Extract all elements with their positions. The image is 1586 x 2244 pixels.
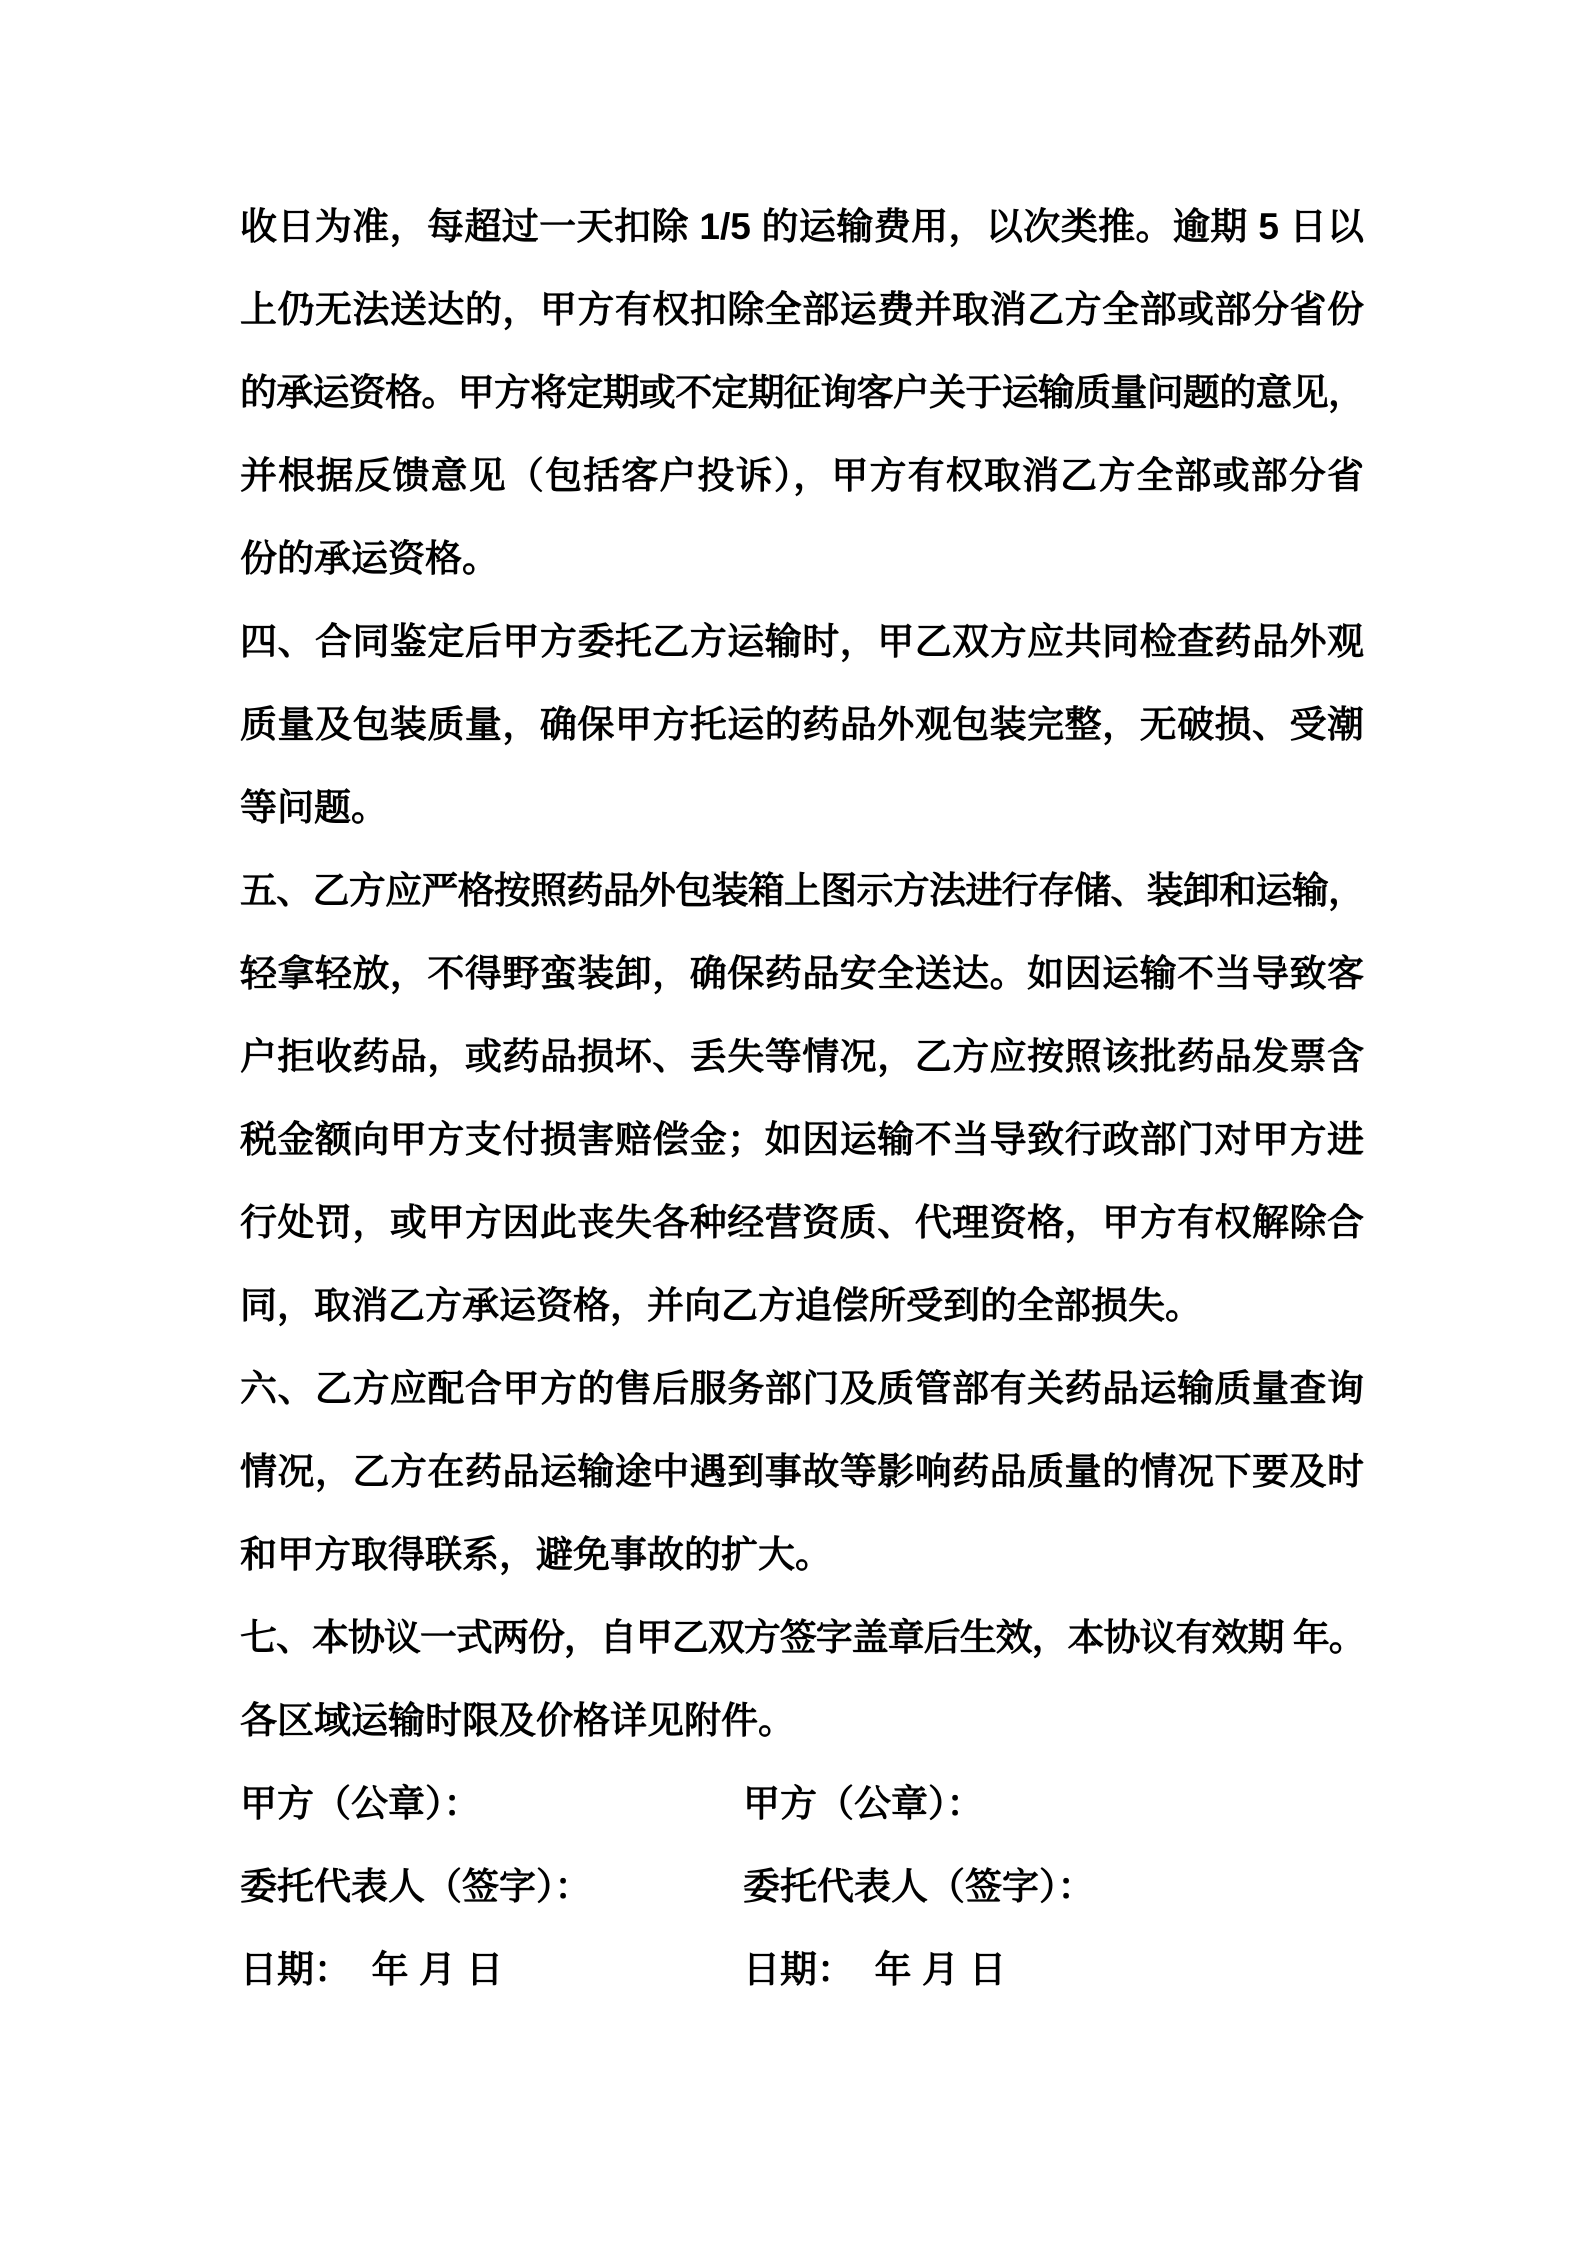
contract-line: 情况，乙方在药品运输途中遇到事故等影响药品质量的情况下要及时 [240, 1451, 1364, 1492]
party-a-seal-label-right: 甲方（公章）： [743, 1783, 984, 1824]
contract-text-block [240, 185, 1364, 2011]
signature-row-date [240, 1928, 1364, 2011]
contract-line: 收日为准，每超过一天扣除 1/5 的运输费用，以次类推。逾期 5 日以 [240, 206, 1364, 247]
contract-clause-6-line: 六、乙方应配合甲方的售后服务部门及质管部有关药品运输质量查询 [240, 1368, 1364, 1409]
contract-line: 各区域运输时限及价格详见附件。 [240, 1700, 795, 1741]
contract-line: 质量及包装质量，确保甲方托运的药品外观包装完整，无破损、受潮 [240, 704, 1364, 745]
representative-sign-label-left: 委托代表人（签字）： [240, 1866, 592, 1907]
contract-line: 上仍无法送达的，甲方有权扣除全部运费并取消乙方全部或部分省份 [240, 289, 1364, 330]
contract-line: 轻拿轻放，不得野蛮装卸，确保药品安全送达。如因运输不当导致客 [240, 953, 1364, 994]
signature-row-representative [240, 1845, 1364, 1928]
contract-line: 的承运资格。甲方将定期或不定期征询客户关于运输质量问题的意见， [240, 372, 1364, 413]
signature-row-seal [240, 1762, 1364, 1845]
contract-line: 户拒收药品，或药品损坏、丢失等情况，乙方应按照该批药品发票含 [240, 1036, 1364, 1077]
contract-clause-5-line: 五、乙方应严格按照药品外包装箱上图示方法进行存储、装卸和运输， [240, 870, 1364, 911]
contract-line: 并根据反馈意见（包括客户投诉），甲方有权取消乙方全部或部分省 [240, 455, 1364, 496]
contract-line: 和甲方取得联系，避免事故的扩大。 [240, 1534, 832, 1575]
contract-clause-7-line: 七、本协议一式两份，自甲乙双方签字盖章后生效，本协议有效期 年。 [240, 1617, 1364, 1658]
contract-line: 行处罚，或甲方因此丧失各种经营资质、代理资格，甲方有权解除合 [240, 1202, 1364, 1243]
date-label-right: 日期： 年 月 日 [743, 1949, 1007, 1990]
contract-line: 同，取消乙方承运资格，并向乙方追偿所受到的全部损失。 [240, 1285, 1202, 1326]
contract-line: 等问题。 [240, 787, 388, 828]
representative-sign-label-right: 委托代表人（签字）： [743, 1866, 1095, 1907]
contract-clause-4-line: 四、合同鉴定后甲方委托乙方运输时，甲乙双方应共同检查药品外观 [240, 621, 1364, 662]
date-label-left: 日期： 年 月 日 [240, 1949, 504, 1990]
contract-line: 税金额向甲方支付损害赔偿金；如因运输不当导致行政部门对甲方进 [240, 1119, 1364, 1160]
contract-line: 份的承运资格。 [240, 538, 499, 579]
party-a-seal-label-left: 甲方（公章）： [240, 1783, 481, 1824]
